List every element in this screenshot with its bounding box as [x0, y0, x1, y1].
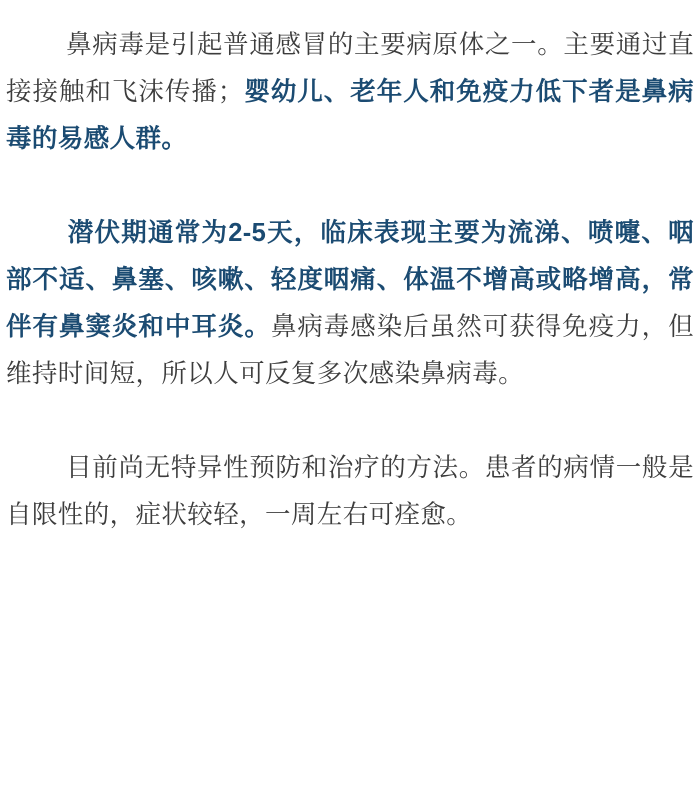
paragraph-2-run-1-highlight: 潜伏期通常为2-5天，临床表现主要为流涕、喷嚏、咽部不适、鼻塞、咳嗽、轻度咽痛、体温不增高或略增高，常伴有鼻窦炎和中耳炎。 — [6, 219, 694, 341]
paragraph-1 — [6, 22, 694, 163]
paragraph-3-run-1: 目前尚无特异性预防和治疗的方法。患者的病情一般是自限性的，症状较轻，一周左右可痊愈。 — [6, 454, 694, 529]
paragraph-2-run-2: 鼻病毒感染后虽然可获得免疫力，但维持时间短，所以人可反复多次感染鼻病毒。 — [6, 313, 694, 388]
paragraph-3 — [6, 445, 694, 539]
paragraph-2 — [6, 210, 694, 398]
paragraph-1-run-1: 鼻病毒是引起普通感冒的主要病原体之一。主要通过直接接触和飞沫传播； — [6, 31, 694, 106]
paragraph-1-run-2-highlight: 婴幼儿、老年人和免疫力低下者是鼻病毒的易感人群。 — [6, 78, 694, 153]
